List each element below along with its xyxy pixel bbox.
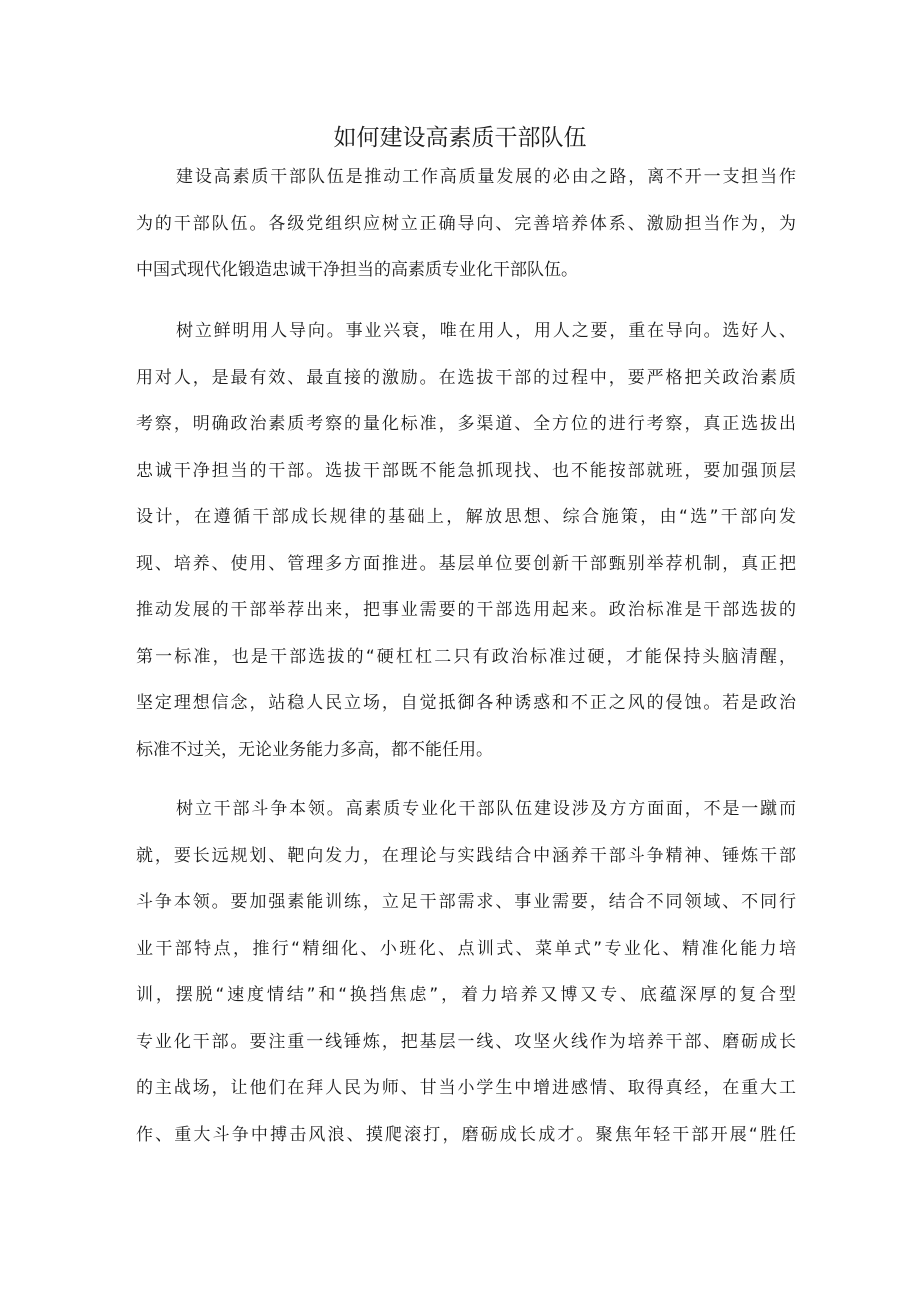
paragraph-line: 建设高素质干部队伍是推动工作高质量发展的必由之路，离不开一支担当作 — [176, 167, 796, 187]
paragraph-line: 忠诚干净担当的干部。选拔干部既不能急抓现找、也不能按部就班，要加强顶层 — [136, 460, 796, 481]
paragraph-line: 树立干部斗争本领。高素质专业化干部队伍建设涉及方方面面，不是一蹴而 — [176, 799, 796, 819]
paragraph-line: 就，要长远规划、靶向发力，在理论与实践结合中涵养干部斗争精神、锤炼干部 — [136, 845, 796, 866]
document-title: 如何建设高素质干部队伍 — [333, 125, 587, 151]
paragraph-line: 第一标准，也是干部选拔的“硬杠杠二只有政治标准过硬，才能保持头脑清醒， — [136, 646, 796, 667]
paragraph-line: 中国式现代化锻造忠诚干净担当的高素质专业化干部队伍。 — [136, 260, 578, 280]
paragraph-line: 为的干部队伍。各级党组织应树立正确导向、完善培养体系、激励担当作为，为 — [136, 213, 796, 234]
paragraph-line: 业干部特点，推行“精细化、小班化、点训式、菜单式”专业化、精准化能力培 — [136, 938, 796, 959]
paragraph-line: 推动发展的干部举荐出来，把事业需要的干部选用起来。政治标准是干部选拔的 — [136, 600, 796, 620]
paragraph-line: 现、培养、使用、管理多方面推进。基层单位要创新干部甄别举荐机制，真正把 — [136, 553, 796, 574]
paragraph-line: 专业化干部。要注重一线锤炼，把基层一线、攻坚火线作为培养干部、磨砺成长 — [136, 1031, 796, 1052]
paragraph-selection-guidance — [136, 308, 796, 773]
paragraph-line: 标准不过关，无论业务能力多高，都不能任用。 — [136, 739, 493, 760]
paragraph-struggle-skills — [136, 786, 796, 1158]
paragraph-line: 斗争本领。要加强素能训练，立足干部需求、事业需要，结合不同领域、不同行 — [136, 892, 796, 912]
paragraph-line: 设计，在遵循干部成长规律的基础上，解放思想、综合施策，由“选”干部向发 — [136, 507, 796, 527]
paragraph-intro — [136, 154, 796, 294]
paragraph-line: 的主战场，让他们在拜人民为师、甘当小学生中增进感情、取得真经，在重大工 — [136, 1078, 796, 1098]
paragraph-line: 坚定理想信念，站稳人民立场，自觉抵御各种诱惑和不正之风的侵蚀。若是政治 — [136, 693, 796, 713]
paragraph-line: 树立鲜明用人导向。事业兴衰，唯在用人，用人之要，重在导向。选好人、 — [176, 321, 796, 341]
paragraph-line: 训，摆脱“速度情结”和“换挡焦虑”，着力培养又博又专、底蕴深厚的复合型 — [136, 985, 796, 1005]
paragraph-line: 用对人，是最有效、最直接的激励。在选拔干部的过程中，要严格把关政治素质 — [136, 367, 796, 388]
paragraph-line: 考察，明确政治素质考察的量化标准，多渠道、全方位的进行考察，真正选拔出 — [136, 414, 796, 434]
paragraph-line: 作、重大斗争中搏击风浪、摸爬滚打，磨砺成长成才。聚焦年轻干部开展“胜任 — [136, 1124, 796, 1145]
